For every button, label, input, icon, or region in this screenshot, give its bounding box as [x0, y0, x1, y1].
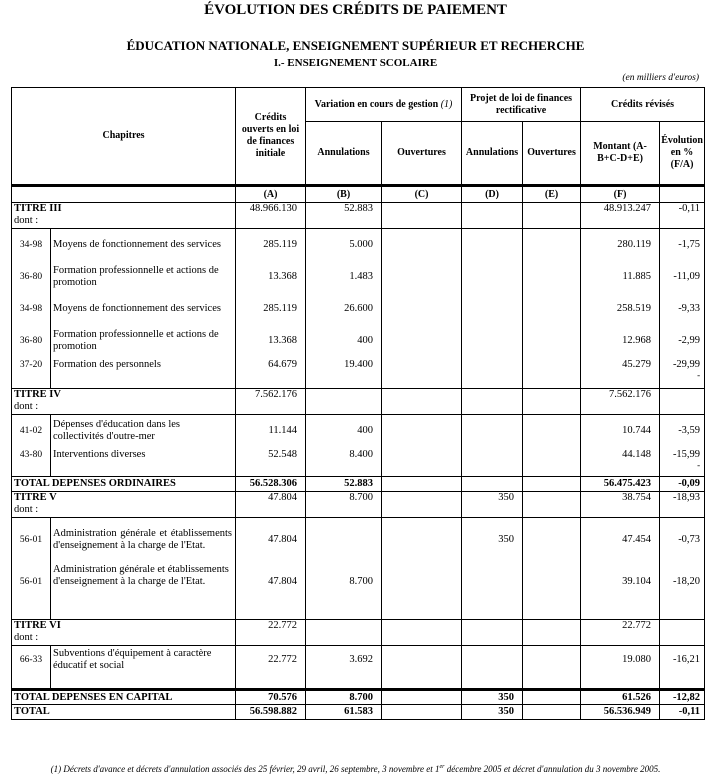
cell-d: 350 [462, 705, 523, 720]
cell-d [462, 203, 523, 229]
cell-d [462, 415, 523, 447]
chapter-code: 36-80 [12, 261, 51, 293]
dont-label: dont : [14, 504, 39, 515]
cell-b: 3.692 [306, 646, 382, 690]
dont-label: dont : [14, 401, 39, 412]
cell-evolution: -0,09 [660, 477, 705, 492]
total-ordinaires-row [12, 477, 705, 492]
titre-label: TITRE IV [14, 389, 61, 400]
titre-label: TITRE VI [14, 620, 61, 631]
cell-evolution [660, 447, 705, 477]
header-ouvertures-plfr: Ouvertures [523, 122, 581, 186]
cell-b: 8.400 [306, 447, 382, 477]
cell-d [462, 325, 523, 357]
chapter-label: Formation professionnelle et actions de promotion [51, 325, 236, 357]
cell-a: 48.966.130 [236, 203, 306, 229]
cell-b: 1.483 [306, 261, 382, 293]
cell-evolution: -12,82 [660, 690, 705, 705]
cell-d [462, 261, 523, 293]
cell-a: 56.598.882 [236, 705, 306, 720]
cell-f: 44.148 [581, 447, 660, 477]
cell-c [382, 562, 462, 620]
cell-e [523, 203, 581, 229]
cell-evolution [660, 389, 705, 415]
cell-f: 7.562.176 [581, 389, 660, 415]
cell-f: 10.744 [581, 415, 660, 447]
cell-e [523, 415, 581, 447]
cell-evolution: -1,75 [660, 229, 705, 261]
cell-c [382, 620, 462, 646]
section-title: I.- ENSEIGNEMENT SCOLAIRE [273, 57, 438, 69]
cell-c [382, 518, 462, 562]
cell-f: 12.968 [581, 325, 660, 357]
chapter-label: Moyens de fonctionnement des services [51, 293, 236, 325]
evolution-value: -15,99 [672, 448, 701, 460]
cell-a: 285.119 [236, 293, 306, 325]
header-chapitres: Chapitres [12, 88, 236, 186]
ministry-title: ÉDUCATION NATIONALE, ENSEIGNEMENT SUPÉRIEUR ET RECHERCHE [126, 38, 585, 53]
letters-blank [12, 186, 236, 203]
cell-f: 47.454 [581, 518, 660, 562]
cell-d [462, 477, 523, 492]
cell-f: 56.475.423 [581, 477, 660, 492]
titre-label-cell [12, 492, 236, 518]
cell-evolution [660, 620, 705, 646]
cell-f: 280.119 [581, 229, 660, 261]
cell-f: 258.519 [581, 293, 660, 325]
cell-a: 47.804 [236, 518, 306, 562]
dash-mark: - [697, 369, 701, 380]
header-annulations: Annulations [306, 122, 382, 186]
titre-row [12, 492, 705, 518]
cell-evolution: -16,21 [660, 646, 705, 690]
unit-note: (en milliers d'euros) [622, 73, 699, 83]
cell-e [523, 261, 581, 293]
cell-b: 400 [306, 325, 382, 357]
titre-label: TITRE III [14, 203, 62, 214]
cell-f: 11.885 [581, 261, 660, 293]
cell-f: 38.754 [581, 492, 660, 518]
cell-evolution: -0,11 [660, 705, 705, 720]
credits-table [11, 87, 705, 720]
cell-e [523, 447, 581, 477]
letter-c: (C) [382, 186, 462, 203]
header-variation-label: Variation en cours de gestion [314, 98, 439, 110]
table-row [12, 357, 705, 389]
chapter-code: 56-01 [12, 518, 51, 562]
cell-f: 56.536.949 [581, 705, 660, 720]
letter-f: (F) [581, 186, 660, 203]
header-projet: Projet de loi de finances rectificative [462, 88, 581, 122]
cell-evolution: -18,93 [660, 492, 705, 518]
cell-evolution: -11,09 [660, 261, 705, 293]
titre-row [12, 203, 705, 229]
cell-c [382, 705, 462, 720]
cell-c [382, 415, 462, 447]
header-ouvertures: Ouvertures [382, 122, 462, 186]
cell-e [523, 477, 581, 492]
cell-b: 5.000 [306, 229, 382, 261]
letter-e: (E) [523, 186, 581, 203]
table-row [12, 261, 705, 293]
cell-a: 22.772 [236, 646, 306, 690]
total-capital-row [12, 690, 705, 705]
chapter-label: Interventions diverses [51, 447, 236, 477]
cell-b [306, 620, 382, 646]
cell-b: 26.600 [306, 293, 382, 325]
cell-a: 11.144 [236, 415, 306, 447]
chapter-label: Formation professionnelle et actions de promotion [51, 261, 236, 293]
chapter-code: 34-98 [12, 293, 51, 325]
cell-c [382, 477, 462, 492]
dont-label: dont : [14, 215, 39, 226]
cell-evolution: -9,33 [660, 293, 705, 325]
cell-a: 64.679 [236, 357, 306, 389]
cell-b: 8.700 [306, 562, 382, 620]
dash-mark: - [697, 459, 701, 470]
cell-c [382, 203, 462, 229]
cell-evolution: -3,59 [660, 415, 705, 447]
cell-a: 7.562.176 [236, 389, 306, 415]
letter-b: (B) [306, 186, 382, 203]
titre-label: TITRE V [14, 492, 57, 503]
chapter-label: Formation des personnels [51, 357, 236, 389]
cell-b [306, 389, 382, 415]
cell-e [523, 492, 581, 518]
cell-d [462, 646, 523, 690]
cell-d [462, 562, 523, 620]
letter-g [660, 186, 705, 203]
cell-e [523, 705, 581, 720]
cell-b: 52.883 [306, 477, 382, 492]
titre-row [12, 389, 705, 415]
titre-row [12, 620, 705, 646]
chapter-code: 43-80 [12, 447, 51, 477]
table-row [12, 518, 705, 562]
cell-f: 48.913.247 [581, 203, 660, 229]
chapter-label: Administration générale et établissements d'enseignement à la charge de l'Etat. [51, 562, 236, 620]
cell-c [382, 389, 462, 415]
table-row [12, 229, 705, 261]
header-evolution: Évolution en % (F/A) [660, 122, 705, 186]
titre-label-cell [12, 620, 236, 646]
footnote-sup: er [439, 764, 445, 770]
chapter-label: Administration générale et établissements d'enseignement à la charge de l'Etat. [51, 518, 236, 562]
cell-evolution: -0,73 [660, 518, 705, 562]
header-montant: Montant (A-B+C-D+E) [581, 122, 660, 186]
cell-e [523, 229, 581, 261]
header-credits-ouverts: Crédits ouverts en loi de finances initiale [236, 88, 306, 186]
cell-f: 22.772 [581, 620, 660, 646]
cell-f: 61.526 [581, 690, 660, 705]
table-row [12, 646, 705, 690]
cell-b: 8.700 [306, 690, 382, 705]
cell-e [523, 325, 581, 357]
cell-d: 350 [462, 690, 523, 705]
chapter-code: 41-02 [12, 415, 51, 447]
cell-a: 13.368 [236, 325, 306, 357]
total-capital-label: TOTAL DEPENSES EN CAPITAL [12, 690, 236, 705]
cell-a: 52.548 [236, 447, 306, 477]
total-label: TOTAL [12, 705, 236, 720]
table-row [12, 325, 705, 357]
cell-b: 61.583 [306, 705, 382, 720]
cell-e [523, 357, 581, 389]
cell-d [462, 357, 523, 389]
cell-c [382, 646, 462, 690]
cell-c [382, 293, 462, 325]
cell-a: 47.804 [236, 562, 306, 620]
cell-e [523, 518, 581, 562]
header-variation [306, 88, 462, 122]
cell-d [462, 447, 523, 477]
chapter-label: Moyens de fonctionnement des services [51, 229, 236, 261]
cell-e [523, 562, 581, 620]
cell-e [523, 690, 581, 705]
cell-a: 56.528.306 [236, 477, 306, 492]
cell-a: 70.576 [236, 690, 306, 705]
table-row [12, 293, 705, 325]
cell-b: 19.400 [306, 357, 382, 389]
table-row [12, 415, 705, 447]
cell-e [523, 646, 581, 690]
chapter-code: 66-33 [12, 646, 51, 690]
chapter-code: 56-01 [12, 562, 51, 620]
cell-c [382, 690, 462, 705]
cell-f: 39.104 [581, 562, 660, 620]
footnote-text-end: décembre 2005 et décret d'annulation du 3 novembre 2005. [444, 764, 661, 774]
cell-c [382, 229, 462, 261]
cell-e [523, 620, 581, 646]
cell-d [462, 229, 523, 261]
cell-a: 47.804 [236, 492, 306, 518]
cell-d [462, 620, 523, 646]
cell-d: 350 [462, 492, 523, 518]
cell-a: 22.772 [236, 620, 306, 646]
cell-a: 285.119 [236, 229, 306, 261]
cell-b [306, 518, 382, 562]
cell-b: 52.883 [306, 203, 382, 229]
cell-evolution: -0,11 [660, 203, 705, 229]
cell-e [523, 293, 581, 325]
footnote-text: (1) Décrets d'avance et décrets d'annulation associés des 25 février, 29 avril, 26 septembre, 3 novembre et 1 [50, 764, 440, 774]
cell-d [462, 389, 523, 415]
chapter-code: 36-80 [12, 325, 51, 357]
footnote [0, 764, 711, 774]
chapter-code: 37-20 [12, 357, 51, 389]
table-row [12, 447, 705, 477]
page-title: ÉVOLUTION DES CRÉDITS DE PAIEMENT [204, 2, 507, 18]
cell-a: 13.368 [236, 261, 306, 293]
cell-d [462, 293, 523, 325]
letter-d: (D) [462, 186, 523, 203]
cell-evolution [660, 357, 705, 389]
cell-evolution: -18,20 [660, 562, 705, 620]
cell-evolution: -2,99 [660, 325, 705, 357]
cell-f: 45.279 [581, 357, 660, 389]
chapter-label: Subventions d'équipement à caractère éducatif et social [51, 646, 236, 690]
cell-b: 400 [306, 415, 382, 447]
cell-c [382, 325, 462, 357]
letter-a: (A) [236, 186, 306, 203]
titre-label-cell [12, 203, 236, 229]
total-row [12, 705, 705, 720]
cell-d: 350 [462, 518, 523, 562]
header-variation-note: (1) [440, 98, 453, 110]
cell-f: 19.080 [581, 646, 660, 690]
cell-c [382, 357, 462, 389]
cell-e [523, 389, 581, 415]
evolution-value: -29,99 [672, 358, 701, 370]
titre-label-cell [12, 389, 236, 415]
dont-label: dont : [14, 632, 39, 643]
cell-c [382, 447, 462, 477]
total-ordinaires-label: TOTAL DEPENSES ORDINAIRES [12, 477, 236, 492]
cell-b: 8.700 [306, 492, 382, 518]
cell-c [382, 492, 462, 518]
chapter-code: 34-98 [12, 229, 51, 261]
header-annulations-plfr: Annulations [462, 122, 523, 186]
header-revises: Crédits révisés [581, 88, 705, 122]
table-row [12, 562, 705, 620]
cell-c [382, 261, 462, 293]
chapter-label: Dépenses d'éducation dans les collectivités d'outre-mer [51, 415, 236, 447]
